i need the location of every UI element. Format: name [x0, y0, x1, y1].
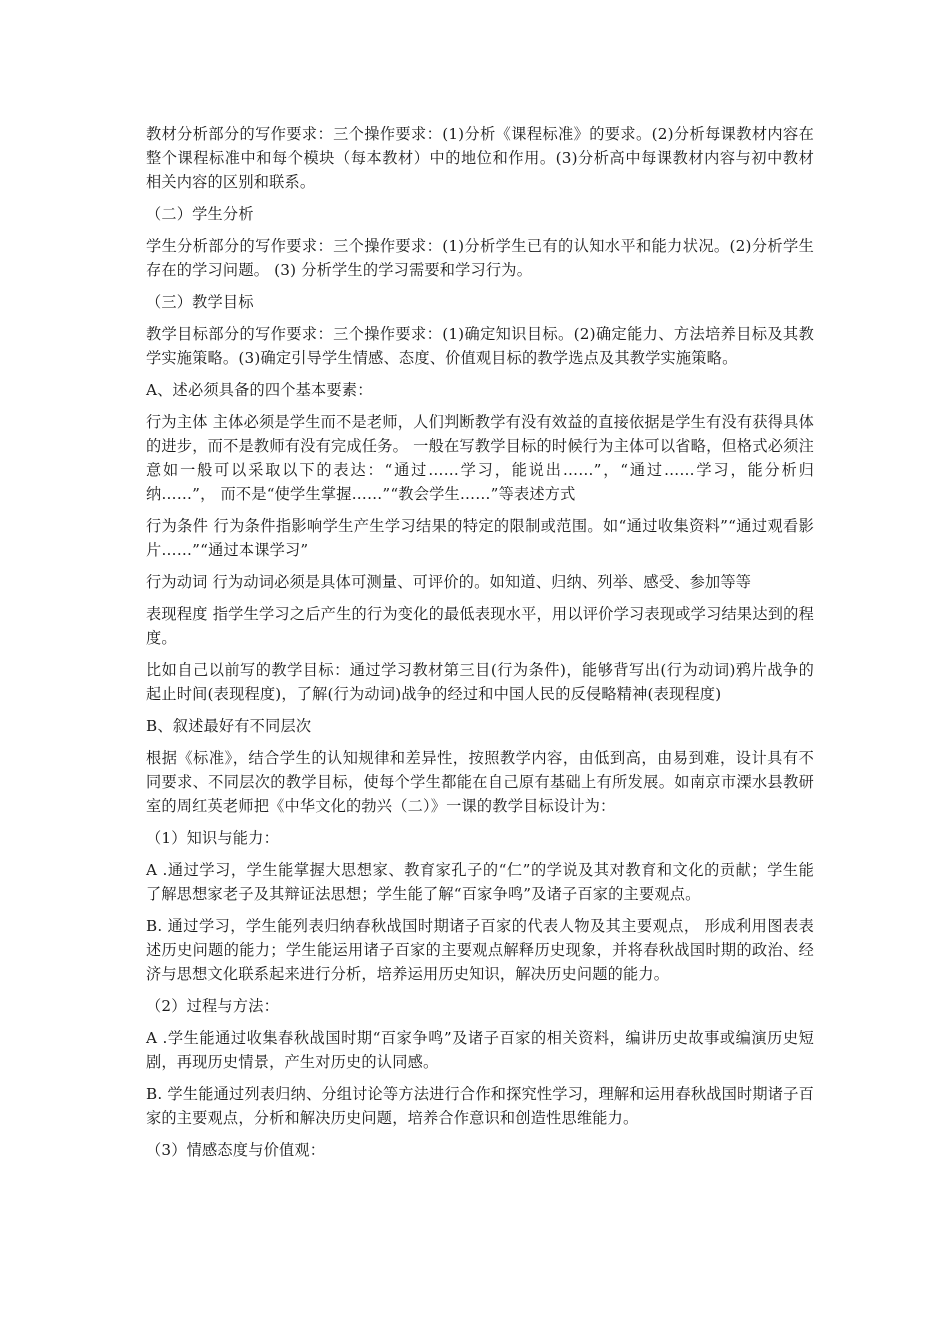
paragraph-behavior-subject: 行为主体 主体必须是学生而不是老师，人们判断教学有没有效益的直接依据是学生有没有获得具体的进步，而不是教师有没有完成任务。 一般在写教学目标的时候行为主体可以省略，但格式必须注意如一般可以采取以下的表达：“通过……学习，能说出……”，“通过……学习，能分析归纳……”， 而不是“使学生掌握……”“教会学生……”等表述方式: [146, 413, 814, 503]
heading-emotion-values: （3）情感态度与价值观：: [146, 1141, 326, 1159]
paragraph-textbook-analysis: 教材分析部分的写作要求：三个操作要求：(1)分析《课程标准》的要求。(2)分析每课教材内容在整个课程标准中和每个模块（每本教材）中的地位和作用。(3)分析高中每课教材内容与初中教材相关内容的区别和联系。: [146, 125, 814, 191]
paragraph-teaching-goals: 教学目标部分的写作要求：三个操作要求：(1)确定知识目标。(2)确定能力、方法培养目标及其教学实施策略。(3)确定引导学生情感、态度、价值观目标的教学选点及其教学实施策略。: [146, 325, 814, 367]
heading-student-analysis: （二）学生分析: [146, 205, 254, 223]
heading-levels: B、叙述最好有不同层次: [146, 717, 312, 735]
heading-four-elements: A、述必须具备的四个基本要素：: [146, 381, 373, 399]
paragraph-standard: 根据《标准》，结合学生的认知规律和差异性，按照教学内容，由低到高，由易到难，设计具有不同要求、不同层次的教学目标，使每个学生都能在自己原有基础上有所发展。如南京市溧水县教研室的周红英老师把《中华文化的勃兴（二）》一课的教学目标设计为：: [146, 749, 814, 815]
paragraph-knowledge-b: B. 通过学习，学生能列表归纳春秋战国时期诸子百家的代表人物及其主要观点， 形成利用图表表述历史问题的能力；学生能运用诸子百家的主要观点解释历史现象，并将春秋战国时期的政治、经济与思想文化联系起来进行分析，培养运用历史知识，解决历史问题的能力。: [146, 917, 814, 983]
heading-teaching-goals: （三）教学目标: [146, 293, 254, 311]
paragraph-behavior-condition: 行为条件 行为条件指影响学生产生学习结果的特定的限制或范围。如“通过收集资料”“通过观看影片……”“通过本课学习”: [146, 517, 814, 559]
paragraph-student-analysis: 学生分析部分的写作要求：三个操作要求：(1)分析学生已有的认知水平和能力状况。(2)分析学生存在的学习问题。 (3) 分析学生的学习需要和学习行为。: [146, 237, 814, 279]
paragraph-example: 比如自己以前写的教学目标：通过学习教材第三目(行为条件)，能够背写出(行为动词)鸦片战争的起止时间(表现程度)，了解(行为动词)战争的经过和中国人民的反侵略精神(表现程度): [146, 661, 814, 703]
paragraph-process-b: B. 学生能通过列表归纳、分组讨论等方法进行合作和探究性学习，理解和运用春秋战国时期诸子百家的主要观点，分析和解决历史问题，培养合作意识和创造性思维能力。: [146, 1085, 814, 1127]
heading-knowledge-ability: （1）知识与能力：: [146, 829, 279, 847]
paragraph-process-a: A .学生能通过收集春秋战国时期“百家争鸣”及诸子百家的相关资料，编讲历史故事或编演历史短剧，再现历史情景，产生对历史的认同感。: [146, 1029, 814, 1071]
paragraph-knowledge-a: A .通过学习，学生能掌握大思想家、教育家孔子的“仁”的学说及其对教育和文化的贡献；学生能了解思想家老子及其辩证法思想；学生能了解“百家争鸣”及诸子百家的主要观点。: [146, 861, 814, 903]
paragraph-behavior-verb: 行为动词 行为动词必须是具体可测量、可评价的。如知道、归纳、列举、感受、参加等等: [146, 573, 752, 591]
heading-process-method: （2）过程与方法：: [146, 997, 279, 1015]
document-page: [146, 122, 814, 1170]
paragraph-performance-degree: 表现程度 指学生学习之后产生的行为变化的最低表现水平，用以评价学习表现或学习结果达到的程度。: [146, 605, 814, 647]
